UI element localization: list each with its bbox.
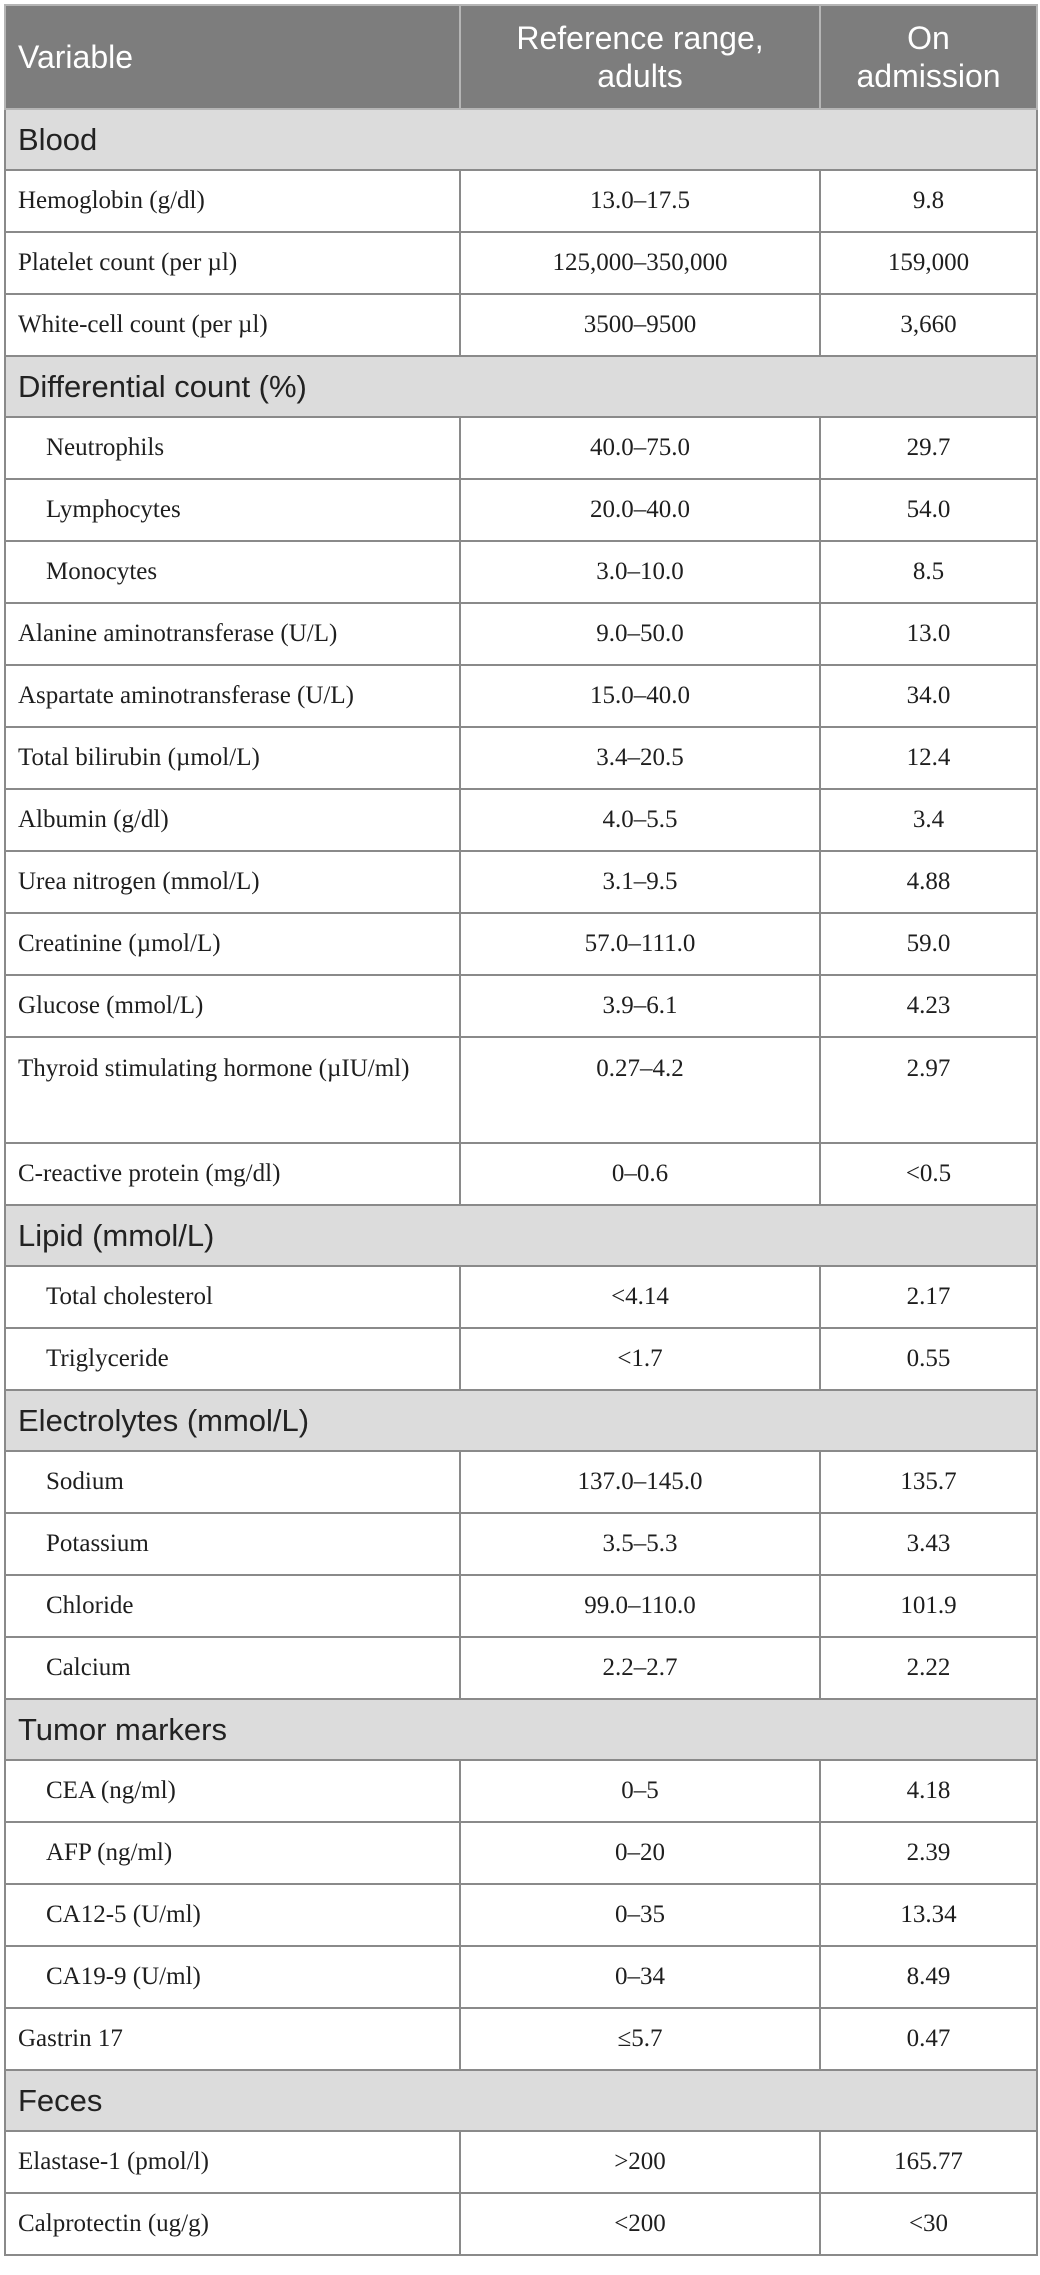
table-body: [5, 109, 1037, 2255]
reference-range-cell: 3.1–9.5: [460, 851, 820, 913]
table-row: [5, 1513, 1037, 1575]
table-row: [5, 1575, 1037, 1637]
admission-value-cell: 2.97: [820, 1037, 1037, 1143]
table-row: [5, 665, 1037, 727]
reference-range-cell: ≤5.7: [460, 2008, 820, 2070]
table-row: [5, 1143, 1037, 1205]
header-admission-line-1: On: [907, 20, 950, 56]
reference-range-cell: 15.0–40.0: [460, 665, 820, 727]
variable-cell: Glucose (mmol/L): [5, 975, 460, 1037]
table-row: [5, 170, 1037, 232]
variable-cell: Albumin (g/dl): [5, 789, 460, 851]
admission-value-cell: 2.17: [820, 1266, 1037, 1328]
section-label: Tumor markers: [5, 1699, 1037, 1760]
reference-range-cell: <1.7: [460, 1328, 820, 1390]
section-row: [5, 1205, 1037, 1266]
section-row: [5, 109, 1037, 170]
section-row: [5, 1390, 1037, 1451]
reference-range-cell: 125,000–350,000: [460, 232, 820, 294]
header-range-line-1: Reference range,: [516, 20, 764, 56]
reference-range-cell: 3.9–6.1: [460, 975, 820, 1037]
column-header-variable: [5, 5, 460, 109]
admission-value-cell: <30: [820, 2193, 1037, 2255]
table-row: [5, 2193, 1037, 2255]
section-label: Lipid (mmol/L): [5, 1205, 1037, 1266]
admission-value-cell: 165.77: [820, 2131, 1037, 2193]
column-header-reference-range: [460, 5, 820, 109]
variable-cell: White-cell count (per µl): [5, 294, 460, 356]
reference-range-cell: 2.2–2.7: [460, 1637, 820, 1699]
section-label: Feces: [5, 2070, 1037, 2131]
admission-value-cell: 0.47: [820, 2008, 1037, 2070]
variable-cell: AFP (ng/ml): [5, 1822, 460, 1884]
admission-value-cell: 4.88: [820, 851, 1037, 913]
admission-value-cell: 3.43: [820, 1513, 1037, 1575]
variable-cell: Lymphocytes: [5, 479, 460, 541]
reference-range-cell: 20.0–40.0: [460, 479, 820, 541]
reference-range-cell: 137.0–145.0: [460, 1451, 820, 1513]
variable-cell: Calprotectin (ug/g): [5, 2193, 460, 2255]
table-row: [5, 913, 1037, 975]
admission-value-cell: 0.55: [820, 1328, 1037, 1390]
reference-range-cell: 57.0–111.0: [460, 913, 820, 975]
reference-range-cell: 9.0–50.0: [460, 603, 820, 665]
table-row: [5, 1884, 1037, 1946]
variable-cell: Urea nitrogen (mmol/L): [5, 851, 460, 913]
admission-value-cell: 3,660: [820, 294, 1037, 356]
admission-value-cell: 13.34: [820, 1884, 1037, 1946]
section-row: [5, 2070, 1037, 2131]
admission-value-cell: 12.4: [820, 727, 1037, 789]
admission-value-cell: 54.0: [820, 479, 1037, 541]
admission-value-cell: 29.7: [820, 417, 1037, 479]
admission-value-cell: 2.39: [820, 1822, 1037, 1884]
admission-value-cell: 159,000: [820, 232, 1037, 294]
admission-value-cell: <0.5: [820, 1143, 1037, 1205]
table-row: [5, 1037, 1037, 1143]
section-label: Electrolytes (mmol/L): [5, 1390, 1037, 1451]
variable-cell: Thyroid stimulating hormone (µIU/ml): [5, 1037, 460, 1143]
reference-range-cell: 99.0–110.0: [460, 1575, 820, 1637]
variable-cell: Sodium: [5, 1451, 460, 1513]
reference-range-cell: 0–35: [460, 1884, 820, 1946]
admission-value-cell: 3.4: [820, 789, 1037, 851]
reference-range-cell: 40.0–75.0: [460, 417, 820, 479]
admission-value-cell: 135.7: [820, 1451, 1037, 1513]
column-header-on-admission: [820, 5, 1037, 109]
variable-cell: Triglyceride: [5, 1328, 460, 1390]
table-row: [5, 2008, 1037, 2070]
variable-cell: Total cholesterol: [5, 1266, 460, 1328]
variable-cell: Gastrin 17: [5, 2008, 460, 2070]
table-row: [5, 1822, 1037, 1884]
table-row: [5, 1637, 1037, 1699]
reference-range-cell: 0–34: [460, 1946, 820, 2008]
variable-cell: Neutrophils: [5, 417, 460, 479]
reference-range-cell: 3.0–10.0: [460, 541, 820, 603]
reference-range-cell: 0–20: [460, 1822, 820, 1884]
table-row: [5, 851, 1037, 913]
section-label: Differential count (%): [5, 356, 1037, 417]
variable-cell: Chloride: [5, 1575, 460, 1637]
section-row: [5, 1699, 1037, 1760]
lab-results-table: [4, 4, 1038, 2256]
variable-cell: Hemoglobin (g/dl): [5, 170, 460, 232]
variable-cell: Calcium: [5, 1637, 460, 1699]
table-row: [5, 479, 1037, 541]
table-row: [5, 294, 1037, 356]
variable-cell: CA12-5 (U/ml): [5, 1884, 460, 1946]
reference-range-cell: 3.5–5.3: [460, 1513, 820, 1575]
reference-range-cell: 0.27–4.2: [460, 1037, 820, 1143]
table-row: [5, 417, 1037, 479]
reference-range-cell: >200: [460, 2131, 820, 2193]
reference-range-cell: 0–5: [460, 1760, 820, 1822]
reference-range-cell: 3500–9500: [460, 294, 820, 356]
variable-cell: CEA (ng/ml): [5, 1760, 460, 1822]
table-row: [5, 1451, 1037, 1513]
admission-value-cell: 34.0: [820, 665, 1037, 727]
reference-range-cell: <4.14: [460, 1266, 820, 1328]
variable-cell: Potassium: [5, 1513, 460, 1575]
admission-value-cell: 59.0: [820, 913, 1037, 975]
admission-value-cell: 101.9: [820, 1575, 1037, 1637]
admission-value-cell: 4.18: [820, 1760, 1037, 1822]
variable-cell: C-reactive protein (mg/dl): [5, 1143, 460, 1205]
reference-range-cell: 4.0–5.5: [460, 789, 820, 851]
header-range-line-2: adults: [597, 58, 683, 94]
variable-cell: Total bilirubin (µmol/L): [5, 727, 460, 789]
reference-range-cell: 13.0–17.5: [460, 170, 820, 232]
reference-range-cell: <200: [460, 2193, 820, 2255]
admission-value-cell: 8.5: [820, 541, 1037, 603]
variable-cell: Platelet count (per µl): [5, 232, 460, 294]
admission-value-cell: 13.0: [820, 603, 1037, 665]
table-row: [5, 541, 1037, 603]
admission-value-cell: 9.8: [820, 170, 1037, 232]
table-row: [5, 603, 1037, 665]
table-row: [5, 727, 1037, 789]
reference-range-cell: 0–0.6: [460, 1143, 820, 1205]
section-row: [5, 356, 1037, 417]
header-variable-label: Variable: [18, 39, 134, 75]
table-row: [5, 1328, 1037, 1390]
variable-cell: Monocytes: [5, 541, 460, 603]
table-row: [5, 1760, 1037, 1822]
admission-value-cell: 2.22: [820, 1637, 1037, 1699]
variable-cell: Aspartate aminotransferase (U/L): [5, 665, 460, 727]
table-row: [5, 1946, 1037, 2008]
variable-cell: Creatinine (µmol/L): [5, 913, 460, 975]
table-row: [5, 975, 1037, 1037]
variable-cell: Alanine aminotransferase (U/L): [5, 603, 460, 665]
table-row: [5, 232, 1037, 294]
variable-cell: CA19-9 (U/ml): [5, 1946, 460, 2008]
admission-value-cell: 8.49: [820, 1946, 1037, 2008]
table-row: [5, 1266, 1037, 1328]
table-header: [5, 5, 1037, 109]
table-row: [5, 2131, 1037, 2193]
admission-value-cell: 4.23: [820, 975, 1037, 1037]
reference-range-cell: 3.4–20.5: [460, 727, 820, 789]
table-row: [5, 789, 1037, 851]
header-admission-line-2: admission: [856, 58, 1001, 94]
variable-cell: Elastase-1 (pmol/l): [5, 2131, 460, 2193]
section-label: Blood: [5, 109, 1037, 170]
